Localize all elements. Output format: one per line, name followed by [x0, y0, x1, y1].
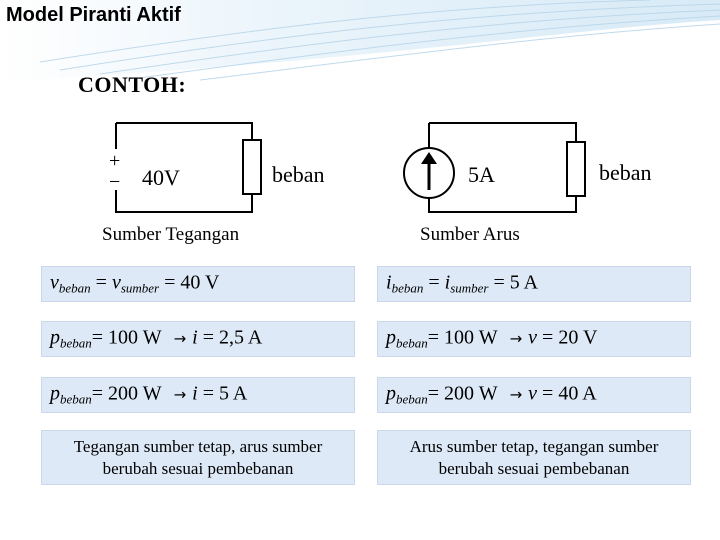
- left-caption: Sumber Tegangan: [102, 224, 240, 245]
- slide-title: Model Piranti Aktif: [6, 4, 181, 26]
- right-equation-row-2: $p_{beban}= 100$ W → v = 20 V: [377, 321, 691, 357]
- left-equation-row-1: $v_{beban} = v_{sumber} = 40$ V: [41, 266, 355, 302]
- left-note: Tegangan sumber tetap, arus sumber berubah sesuai pembebanan: [41, 430, 355, 485]
- left-equation-row-2: $p_{beban}= 100$ W → i = 2,5 A: [41, 321, 355, 357]
- right-caption: Sumber Arus: [420, 224, 520, 245]
- right-note: Arus sumber tetap, tegangan sumber berubah sesuai pembebanan: [377, 430, 691, 485]
- right-equation-row-3: $p_{beban}= 200$ W → v = 40 A: [377, 377, 691, 413]
- contoh-heading: CONTOH:: [78, 72, 187, 97]
- right-equation-row-1: $i_{beban} = i_{sumber} = 5$ A: [377, 266, 691, 302]
- right-wire-bottom: [429, 196, 576, 212]
- left-wire-top: [116, 123, 252, 140]
- voltage-value: 40V: [142, 165, 180, 190]
- current-value: 5A: [468, 162, 495, 187]
- right-load-resistor: [567, 142, 585, 196]
- left-load-label: beban: [272, 162, 325, 187]
- left-load-resistor: [243, 140, 261, 194]
- left-wire-bottom: [116, 190, 252, 212]
- right-wire-top: [429, 123, 576, 142]
- left-equation-row-3: $p_{beban}= 200$ W → i = 5 A: [41, 377, 355, 413]
- right-load-label: beban: [599, 160, 652, 185]
- minus-sign: −: [109, 171, 121, 193]
- plus-sign: +: [109, 150, 121, 172]
